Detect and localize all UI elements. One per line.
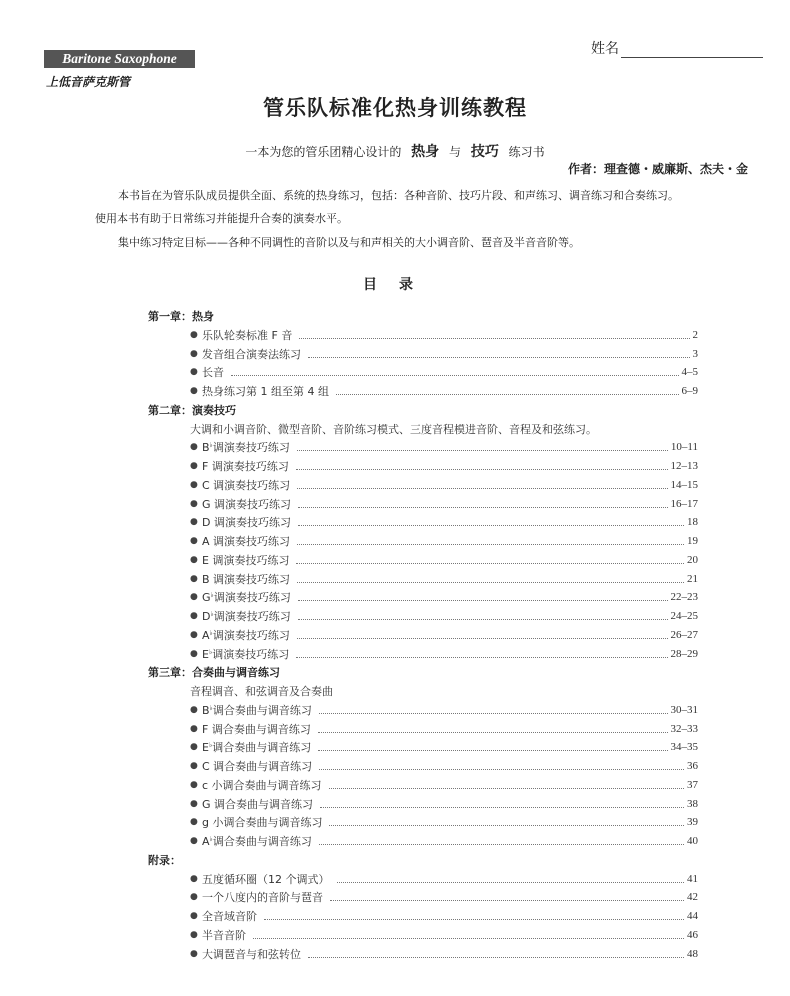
toc-entry [190, 496, 698, 512]
toc-entry-label: F 调合奏曲与调音练习 [202, 722, 311, 736]
toc-entry-label: E♭调演奏技巧练习 [202, 647, 290, 661]
dot-leader [319, 712, 668, 714]
toc-entry-label: F 调演奏技巧练习 [202, 460, 289, 473]
toc-page-number: 10–11 [670, 441, 698, 454]
chapter-description: 音程调音、和弦调音及合奏曲 [190, 685, 333, 698]
toc-page-number: 36 [687, 760, 698, 772]
dot-leader [330, 899, 684, 901]
bullet-icon: ● [190, 723, 198, 734]
toc-entry-label: B 调演奏技巧练习 [202, 572, 291, 586]
name-blank-line [621, 42, 763, 58]
toc-entry [190, 927, 698, 943]
toc-page-number: 48 [687, 947, 698, 960]
toc-entry-label: 大调琶音与和弦转位 [202, 947, 301, 961]
toc-page-number: 46 [687, 928, 698, 941]
dot-leader [264, 918, 684, 920]
dot-leader [329, 787, 684, 789]
intro-paragraph-1: 本书旨在为管乐队成员提供全面、系统的热身练习，包括：各种音阶、技巧片段、和声练习、调音练习和合奏练习。 [118, 189, 679, 202]
dot-leader [297, 543, 684, 545]
dot-leader [308, 356, 690, 358]
bullet-icon: ● [190, 479, 198, 490]
toc-page-number: 3 [692, 347, 698, 360]
bullet-icon: ● [190, 798, 198, 809]
toc-page-number: 20 [687, 553, 698, 566]
toc-page-number: 6–9 [681, 385, 698, 397]
toc-page-number: 2 [692, 328, 698, 341]
dot-leader [297, 581, 684, 583]
dot-leader [253, 937, 684, 939]
dot-leader [337, 881, 685, 883]
flat-symbol: ♭ [208, 647, 213, 656]
dot-leader [336, 393, 679, 395]
toc-entry [190, 871, 698, 887]
dot-leader [298, 599, 668, 601]
dot-leader [297, 487, 667, 489]
instrument-banner: Baritone Saxophone [44, 50, 195, 68]
toc-entry [190, 814, 698, 830]
dot-leader [320, 806, 684, 808]
bullet-icon: ● [190, 704, 198, 715]
toc-entry [190, 758, 698, 774]
toc-page-number: 37 [687, 778, 698, 791]
chapter-heading: 第二章：演奏技巧 [148, 403, 236, 417]
toc-entry-label: G 调演奏技巧练习 [202, 497, 292, 511]
toc-entry-label: A♭调合奏曲与调音练习 [202, 835, 312, 848]
flat-symbol: ♭ [210, 591, 214, 600]
toc-entry-label: C 调演奏技巧练习 [202, 478, 291, 492]
toc-entry-label: 热身练习第 1 组至第 4 组 [202, 385, 329, 398]
dot-leader [297, 449, 668, 451]
toc-entry-label: E 调演奏技巧练习 [202, 553, 290, 567]
toc-entry [190, 739, 698, 755]
dot-leader [319, 843, 684, 845]
toc-entry [190, 946, 698, 962]
toc-entry-label: 半音音阶 [202, 928, 246, 942]
bullet-icon: ● [190, 761, 198, 771]
bullet-icon: ● [190, 836, 198, 846]
toc-entry-label: G♭调演奏技巧练习 [202, 591, 291, 605]
toc-page-number: 4–5 [681, 366, 698, 379]
bullet-icon: ● [190, 573, 198, 584]
toc-entry-label: G 调合奏曲与调音练习 [202, 797, 314, 811]
toc-entry-label: E♭调合奏曲与调音练习 [202, 741, 312, 755]
bullet-icon: ● [190, 929, 198, 940]
toc-entry [190, 346, 698, 362]
toc-entry-label: 发音组合演奏法练习 [202, 347, 301, 361]
bullet-icon: ● [190, 536, 198, 546]
toc-page-number: 12–13 [670, 460, 698, 472]
bullet-icon: ● [190, 461, 198, 471]
name-field [591, 38, 763, 58]
bullet-icon: ● [190, 873, 198, 884]
toc-entry [190, 646, 698, 662]
toc-page-number: 24–25 [670, 610, 698, 622]
dot-leader [296, 468, 668, 470]
toc-entry [190, 458, 698, 474]
toc-page-number: 22–23 [670, 591, 698, 604]
toc-page-number: 41 [687, 872, 698, 885]
toc-entry [190, 777, 698, 793]
toc-entry-label: 乐队轮奏标准 F 音 [202, 328, 293, 342]
bullet-icon: ● [190, 742, 198, 753]
bullet-icon: ● [190, 892, 198, 903]
authors: 作者：理查德・威廉斯、杰夫・金 [567, 162, 748, 176]
chapter-heading: 第三章：合奏曲与调音练习 [148, 666, 280, 680]
toc-entry [190, 383, 698, 399]
subtitle-suffix: 练习书 [508, 145, 545, 159]
toc-entry-label: D♭调演奏技巧练习 [202, 610, 291, 623]
toc-page-number: 39 [687, 816, 698, 829]
toc-page-number: 30–31 [670, 703, 698, 716]
intro-paragraph-2: 使用本书有助于日常练习并能提升合奏的演奏水平。 [95, 212, 348, 225]
toc-entry-label: 一个八度内的音阶与琶音 [202, 891, 323, 905]
toc-entry [190, 608, 698, 624]
toc-entry [190, 477, 698, 493]
dot-leader [231, 374, 679, 376]
toc-entry [190, 589, 698, 605]
toc-entry-label: 五度循环圈（12 个调式） [202, 872, 330, 886]
toc-title-char-1: 目 [363, 277, 391, 293]
flat-symbol: ♭ [208, 741, 213, 750]
flat-symbol: ♭ [209, 703, 213, 712]
bullet-icon: ● [190, 911, 198, 921]
bullet-icon: ● [190, 648, 198, 659]
toc-entry [190, 908, 698, 924]
toc-title [0, 274, 790, 294]
intro-paragraph-3: 集中练习特定目标——各种不同调性的音阶以及与和声相关的大小调音阶、琶音及半音音阶等。 [118, 236, 580, 249]
dot-leader [329, 824, 684, 826]
dot-leader [298, 506, 667, 508]
dot-leader [297, 637, 668, 639]
toc-title-char-2: 录 [399, 277, 427, 293]
toc-entry-label: 全音域音阶 [202, 910, 257, 923]
toc-entry-label: C 调合奏曲与调音练习 [202, 760, 313, 773]
toc-entry [190, 796, 698, 812]
toc-entry-label: A 调演奏技巧练习 [202, 535, 291, 548]
toc-entry [190, 833, 698, 849]
bullet-icon: ● [190, 348, 198, 359]
instrument-name-cn: 上低音萨克斯管 [46, 75, 131, 89]
toc-entry [190, 533, 698, 549]
bullet-icon: ● [190, 442, 198, 453]
toc-entry [190, 702, 698, 718]
bullet-icon: ● [190, 329, 198, 340]
bullet-icon: ● [190, 948, 198, 959]
dot-leader [318, 749, 667, 751]
dot-leader [296, 656, 667, 658]
bullet-icon: ● [190, 367, 198, 378]
subtitle-and: 与 [448, 145, 461, 159]
toc-page-number: 40 [687, 835, 698, 847]
dot-leader [319, 768, 684, 770]
toc-page-number: 44 [687, 910, 698, 922]
toc-entry [190, 552, 698, 568]
toc-page-number: 34–35 [670, 741, 698, 754]
toc-entry [190, 721, 698, 737]
bullet-icon: ● [190, 498, 198, 509]
dot-leader [318, 731, 668, 733]
toc-entry [190, 889, 698, 905]
toc-page-number: 18 [687, 516, 698, 529]
toc-page-number: 21 [687, 572, 698, 585]
toc-page-number: 32–33 [670, 722, 698, 735]
toc-entry [190, 571, 698, 587]
chapter-heading: 第一章：热身 [148, 310, 214, 323]
toc-page-number: 16–17 [670, 497, 698, 510]
bullet-icon: ● [190, 592, 198, 603]
toc-page-number: 38 [687, 797, 698, 810]
flat-symbol: ♭ [210, 610, 214, 618]
book-subtitle [0, 141, 790, 161]
bullet-icon: ● [190, 611, 198, 621]
subtitle-warmup: 热身 [411, 144, 440, 160]
toc-entry-label: c 小调合奏曲与调音练习 [202, 778, 322, 792]
chapter-description: 大调和小调音阶、微型音阶、音阶练习模式、三度音程模进音阶、音程及和弦练习。 [190, 422, 597, 436]
toc-entry-label: D 调演奏技巧练习 [202, 516, 291, 530]
toc-entry [190, 627, 698, 643]
subtitle-technique: 技巧 [470, 144, 499, 160]
flat-symbol: ♭ [209, 835, 213, 843]
dot-leader [308, 956, 684, 958]
toc-page-number: 42 [687, 891, 698, 904]
dot-leader [298, 618, 668, 620]
toc-entry [190, 514, 698, 530]
toc-entry-label: B♭调演奏技巧练习 [202, 441, 290, 455]
dot-leader [298, 524, 684, 526]
dot-leader [296, 562, 684, 564]
bullet-icon: ● [190, 779, 198, 790]
toc-entry [190, 327, 698, 343]
bullet-icon: ● [190, 817, 198, 828]
toc-entry [190, 439, 698, 455]
toc-entry-label: 长音 [202, 366, 224, 380]
subtitle-text: 一本为您的管乐团精心设计的 [245, 145, 402, 159]
dot-leader [299, 337, 689, 339]
name-label: 姓名 [591, 41, 619, 57]
toc-page-number: 28–29 [670, 647, 698, 660]
flat-symbol: ♭ [209, 628, 213, 637]
toc-entry-label: g 小调合奏曲与调音练习 [202, 816, 323, 830]
bullet-icon: ● [190, 629, 198, 640]
toc-page-number: 19 [687, 535, 698, 547]
toc-page-number: 26–27 [670, 628, 698, 641]
chapter-heading: 附录： [148, 853, 181, 867]
book-title: 管乐队标准化热身训练教程 [263, 96, 527, 120]
bullet-icon: ● [190, 517, 198, 528]
flat-symbol: ♭ [209, 441, 213, 450]
bullet-icon: ● [190, 554, 198, 565]
toc-entry-label: A♭调演奏技巧练习 [202, 628, 290, 642]
bullet-icon: ● [190, 386, 198, 396]
toc-entry-label: B♭调合奏曲与调音练习 [202, 703, 312, 717]
toc-page-number: 14–15 [670, 478, 698, 491]
toc-entry [190, 364, 698, 380]
